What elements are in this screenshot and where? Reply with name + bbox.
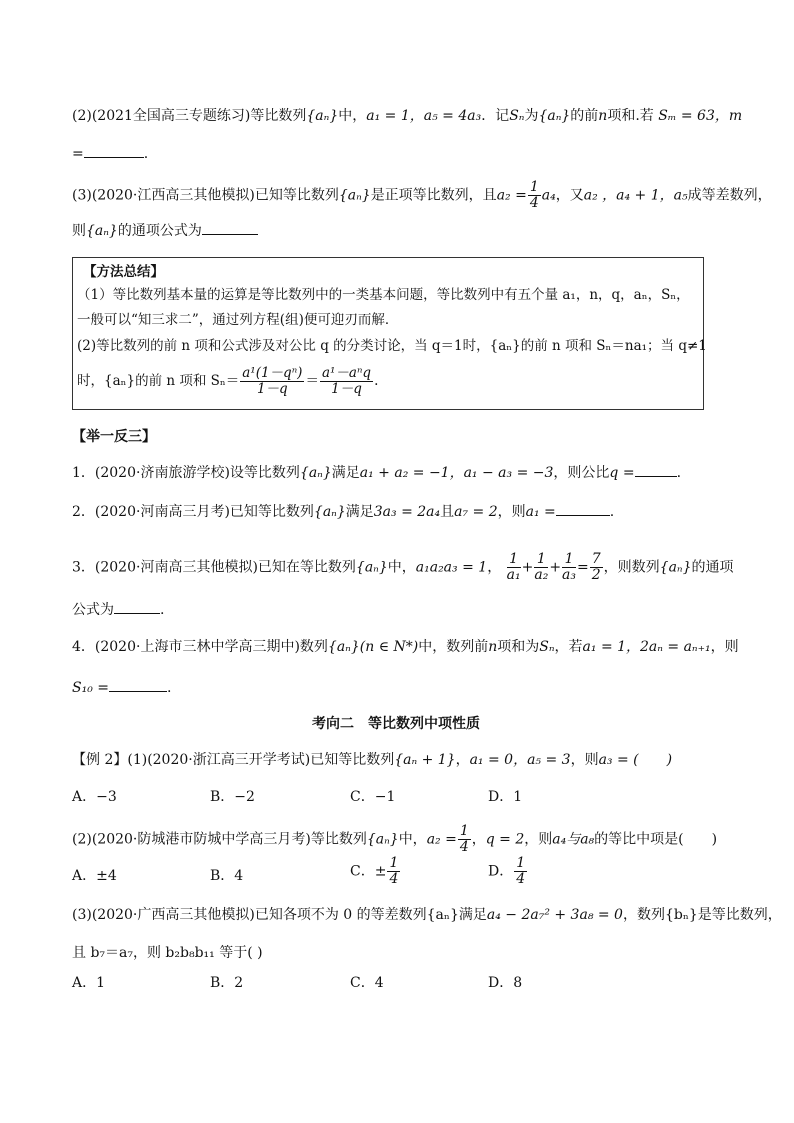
fraction: $\frac{\text{a¹－aⁿq}}{1-q}$	[321, 365, 372, 397]
option-b[interactable]: B．−2	[210, 789, 255, 805]
section-heading: 考向二 等比数列中项性质	[312, 716, 480, 732]
method-summary-box	[72, 257, 707, 410]
method-p3: (2)等比数列的前 n 项和公式涉及对公比 q 的分类讨论，当 q＝1时，{aₙ}的前 n 项和 Sₙ＝na₁；当 q≠1	[77, 338, 707, 354]
option-b[interactable]: B．2	[210, 975, 244, 991]
q3-line2: 则{aₙ}的通项公式为	[72, 220, 258, 241]
answer-blank[interactable]	[114, 599, 160, 614]
option-b[interactable]: B．4	[210, 868, 244, 884]
option-a[interactable]: A．±4	[72, 868, 117, 884]
fraction: $\frac{1}{4}$	[459, 823, 469, 855]
option-d[interactable]: D．1	[488, 789, 523, 805]
fraction: $\frac{1}{4}$	[529, 179, 539, 211]
seq-an: {aₙ}	[306, 108, 339, 124]
option-a[interactable]: A．1	[72, 975, 106, 991]
ex2-line2: (2)(2020·防城港市防城中学高三月考)等比数列{aₙ}中，a₂ = $\frac{1}{4}$ ，q = 2，则a₄与a₈的等比中项是( )	[72, 823, 718, 855]
answer-blank[interactable]	[635, 462, 677, 477]
ex2-line1: 【例 2】(1)(2020·浙江高三开学考试)已知等比数列{aₙ + 1}，a₁ = 0，a₅ = 3，则a₃ = ( )	[72, 752, 673, 768]
option-d[interactable]: D． $\frac{1}{4}$	[488, 855, 526, 887]
fraction: $\frac{1}{\text{a₁}}$	[506, 551, 521, 583]
fraction: $\frac{1}{4}$	[516, 855, 526, 887]
practice-item-3: 3．(2020·河南高三其他模拟)已知在等比数列{aₙ}中，a₁a₂a₃ = 1， $\frac{1}{\text{a₁}}$ + $\frac{1}{\text{a₂}}$ + $\frac{1}{\text{a₃}}$ = $\frac{7}{2}$ ，则数列{aₙ}的通项	[72, 551, 734, 583]
q3-line1: (3)(2020·江西高三其他模拟)已知等比数列{aₙ}是正项等比数列，且a₂ = $\frac{1}{4}$ a₄，又a₂ ，a₄ + 1，a₅成等差数列，	[72, 179, 772, 211]
answer-blank[interactable]	[202, 220, 258, 235]
option-c[interactable]: C．± $\frac{1}{4}$	[350, 855, 399, 887]
method-p4: 时，{aₙ}的前 n 项和 Sₙ＝ $\frac{\text{a¹(1－qⁿ)}}{1-q}$ ＝ $\frac{\text{a¹－aⁿq}}{1-q}$ .	[77, 365, 379, 397]
q2-line1: (2)(2021全国高三专题练习)等比数列{aₙ}中，a₁ = 1，a₅ = 4a₃．记Sₙ为{aₙ}的前n项和.若 Sₘ = 63，m	[72, 108, 743, 124]
option-c[interactable]: C．4	[350, 975, 384, 991]
practice-item-1: 1．(2020·济南旅游学校)设等比数列{aₙ}满足a₁ + a₂ = −1，a₁ − a₃ = −3，则公比q = .	[72, 462, 681, 483]
practice-item-2: 2．(2020·河南高三月考)已知等比数列{aₙ}满足3a₃ = 2a₄且a₇ = 2，则a₁ = .	[72, 501, 614, 522]
fraction: $\frac{1}{\text{a₂}}$	[534, 551, 549, 583]
option-a[interactable]: A．−3	[72, 789, 117, 805]
answer-blank[interactable]	[556, 501, 610, 516]
practice-item-3-line2: 公式为 .	[72, 599, 164, 620]
method-p1: （1）等比数列基本量的运算是等比数列中的一类基本问题，等比数列中有五个量 a₁，n，q，aₙ，Sₙ，	[77, 287, 690, 303]
answer-blank[interactable]	[109, 677, 167, 692]
option-c[interactable]: C．−1	[350, 789, 396, 805]
answer-blank[interactable]	[84, 143, 144, 158]
practice-item-4: 4．(2020·上海市三林中学高三期中)数列{aₙ}(n ∈ N*)中，数列前n项和为Sₙ，若a₁ = 1，2aₙ = aₙ₊₁，则	[72, 639, 739, 655]
ex2-line4: 且 b₇＝a₇，则 b₂b₈b₁₁ 等于( )	[72, 945, 263, 961]
fraction: $\frac{7}{2}$	[591, 551, 601, 583]
q2-line2: = .	[72, 143, 148, 164]
practice-item-4-line2: S₁₀ = .	[72, 677, 171, 698]
method-p2: 一般可以“知三求二”，通过列方程(组)便可迎刃而解．	[77, 312, 399, 328]
ex2-line3: (3)(2020·广西高三其他模拟)已知各项不为 0 的等差数列{aₙ}满足a₄ − 2a₇² + 3a₈ = 0，数列{bₙ}是等比数列，	[72, 907, 782, 923]
method-title: 【方法总结】	[83, 264, 164, 280]
fraction: $\frac{1}{4}$	[389, 855, 399, 887]
practice-title: 【举一反三】	[72, 429, 156, 445]
fraction: $\frac{1}{\text{a₃}}$	[562, 551, 577, 583]
fraction: $\frac{\text{a¹(1－qⁿ)}}{1-q}$	[242, 365, 303, 397]
option-d[interactable]: D．8	[488, 975, 523, 991]
